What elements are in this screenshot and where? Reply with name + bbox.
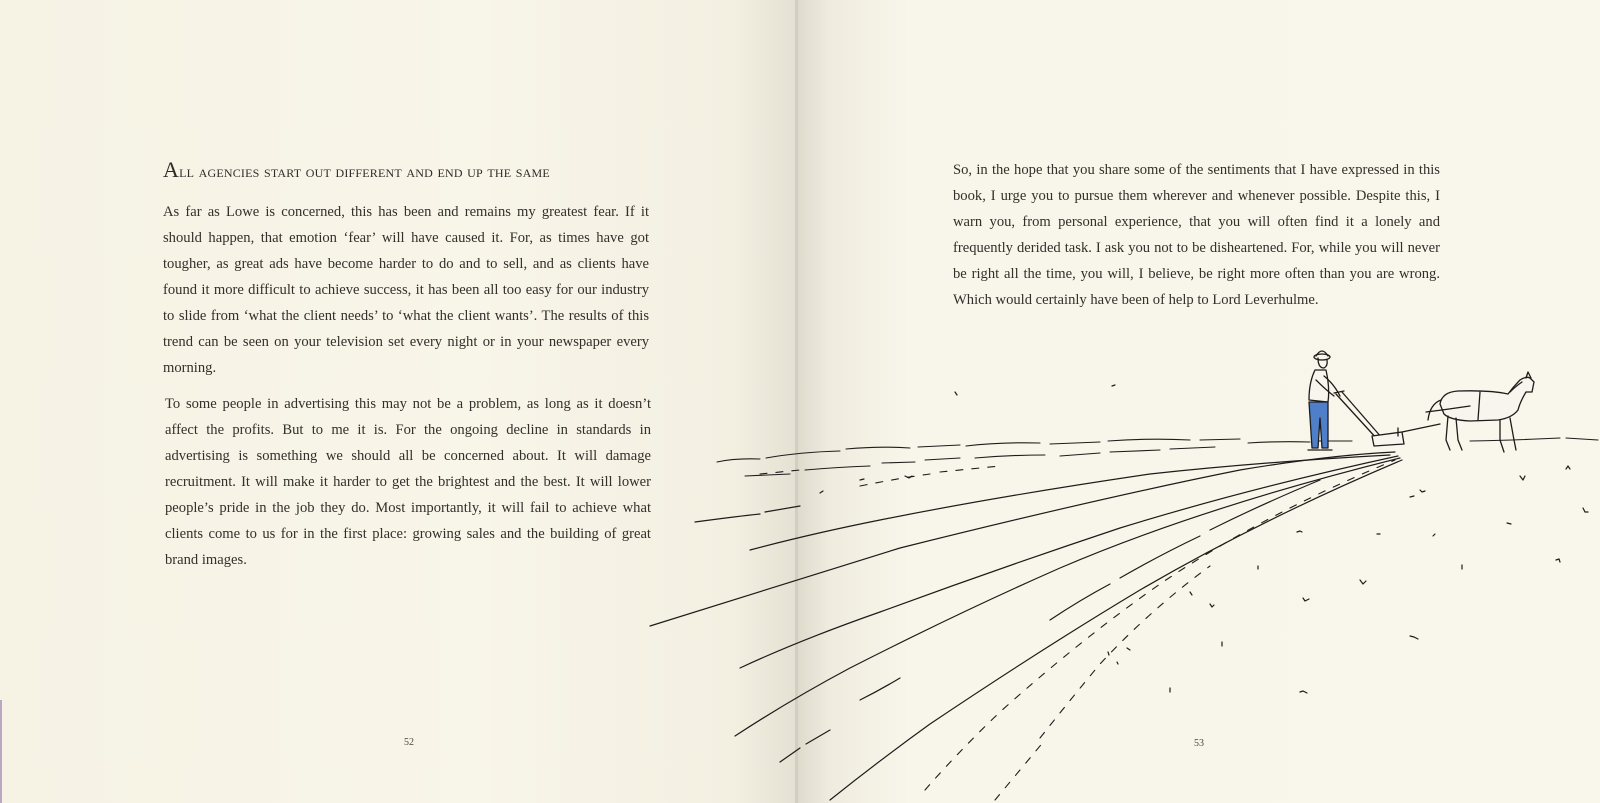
page-number-right: 53 [1194,738,1204,749]
plough [1334,391,1440,446]
page-number-left: 52 [404,737,414,748]
left-paragraph-1: As far as Lowe is concerned, this has been and remains my greatest fear. If it should happen, that emotion ‘fear’ will have caused it. For, as times have got tougher, as great ads have become harder to do and to sell, and as clients have found it more difficult to achieve success, it has been all too easy for our industry to slide from ‘what the client needs’ to ‘what the client wants’. The results of this trend can be seen on your television set every night or in your newspaper every morning. [163,204,649,376]
horizon-lines [717,438,1598,476]
chapter-heading: All agencies start out different and end up the same [163,157,550,182]
ploughman-figure [1308,351,1340,450]
dashed-furrows [760,460,1395,800]
left-paragraph-2: To some people in advertising this may not be a problem, as long as it doesn’t affect the profits. But to me it is. For the ongoing decline in standards in advertising is something we should all be concerned about. It will damage recruitment. It will make it harder to get the brightest and the best. It will lower people’s pride in the job they do. Most importantly, it will fail to achieve what clients come to us for in the first place: growing sales and the building of great brand images. [165,396,651,568]
furrow-lines [650,452,1402,800]
right-paragraph: So, in the hope that you share some of the sentiments that I have expressed in this book, I urge you to pursue them wherever and whenever possible. Despite this, I warn you, from personal experience, that you will often find it a lonely and frequently derided task. I ask you not to be disheartened. For, while you will never be right all the time, you will, I believe, be right more often than you are wrong. Which would certainly have been of help to Lord Leverhulme. [953,162,1440,308]
